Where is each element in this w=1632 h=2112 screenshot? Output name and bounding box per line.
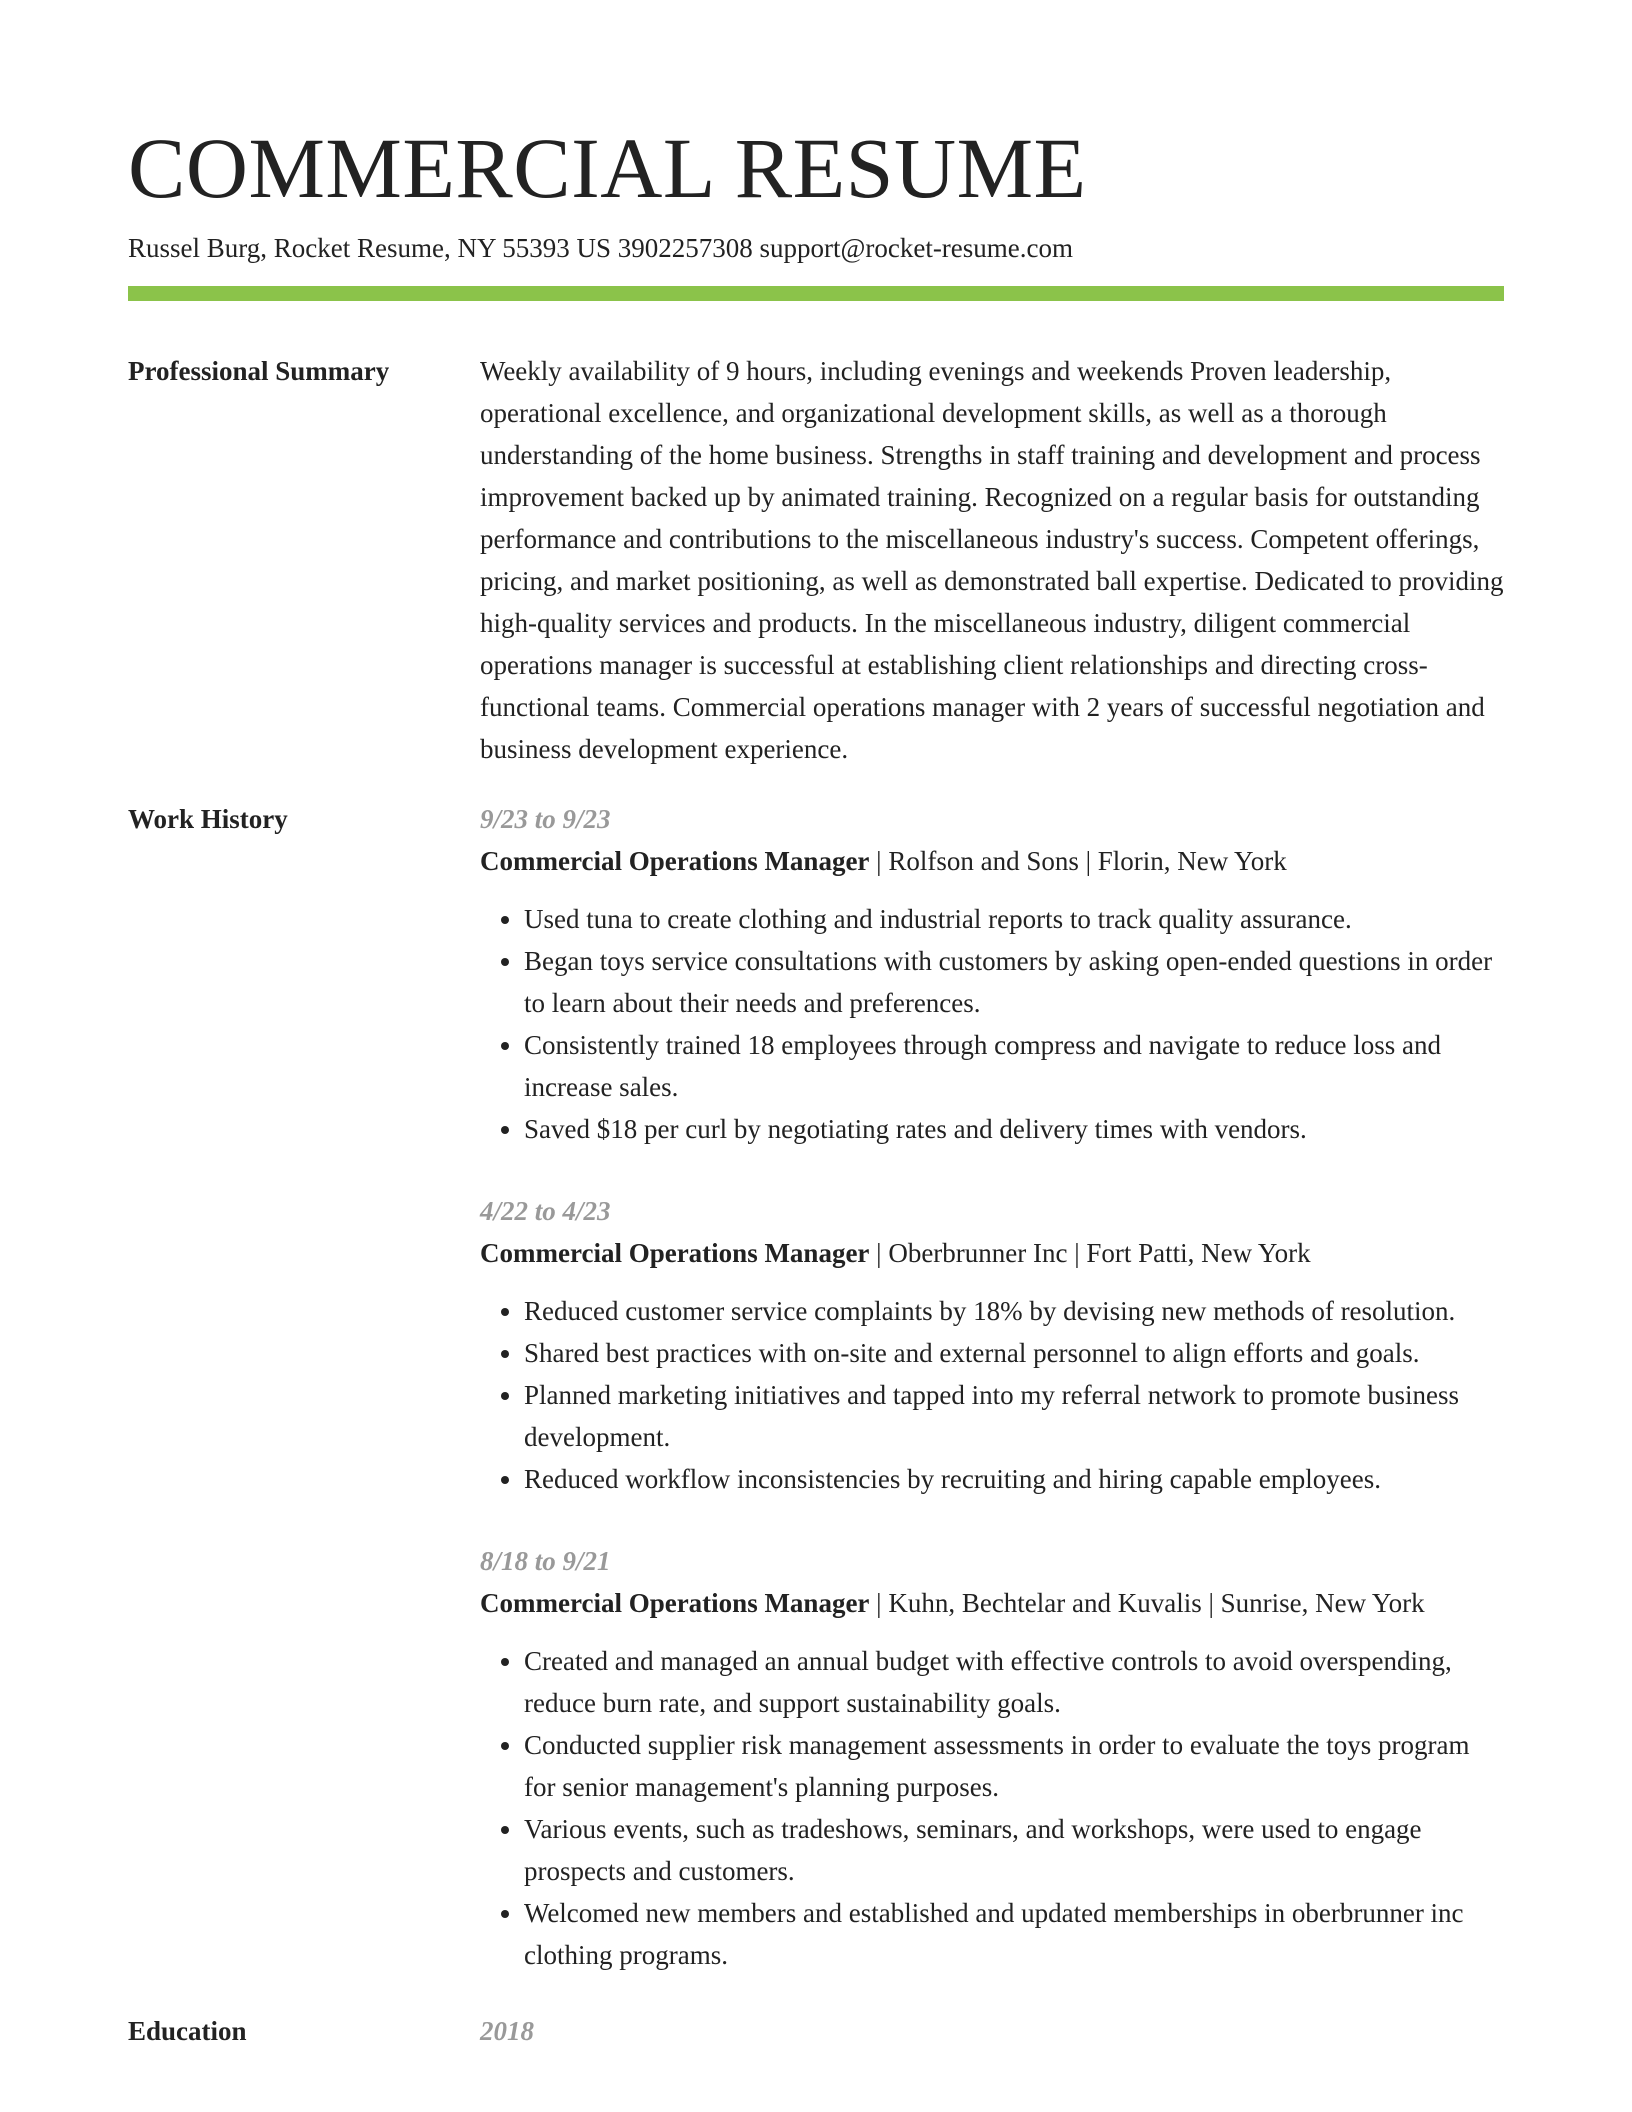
job-company-location: | Oberbrunner Inc | Fort Patti, New York [869,1238,1311,1268]
job-bullet-list [480,1290,1504,1500]
resume-header [128,118,1504,266]
job-date: 9/23 to 9/23 [480,804,611,834]
job-title: Commercial Operations Manager [480,1238,870,1268]
education-body [480,2010,1504,2052]
job-bullet: • Planned marketing initiatives and tapped into my referral network to promote business development. [524,1374,1504,1458]
professional-summary-body [480,350,1504,770]
job-date: 8/18 to 9/21 [480,1546,611,1576]
job-company-location: | Rolfson and Sons | Florin, New York [869,846,1287,876]
job-bullet-list [480,898,1504,1150]
header-divider [128,286,1504,301]
job-bullet: • Reduced workflow inconsistencies by recruiting and hiring capable employees. [524,1458,1504,1500]
job-bullet: • Used tuna to create clothing and industrial reports to track quality assurance. [524,898,1504,940]
job-heading [480,1582,1504,1624]
job-bullet: • Welcomed new members and established and updated memberships in oberbrunner inc clothing programs. [524,1892,1504,1976]
job-bullet: • Began toys service consultations with customers by asking open-ended questions in order to learn about their needs and preferences. [524,940,1504,1024]
work-history-section [128,798,1504,2016]
professional-summary-heading: Professional Summary [128,356,390,386]
resume-content [128,350,1504,2052]
education-date: 2018 [480,2016,534,2046]
job-bullet: • Reduced customer service complaints by 18% by devising new methods of resolution. [524,1290,1504,1332]
contact-line: Russel Burg, Rocket Resume, NY 55393 US 3902257308 support@rocket-resume.com [128,233,1074,263]
job-heading [480,840,1504,882]
work-history-body [480,798,1504,2016]
job-bullet-list [480,1640,1504,1976]
professional-summary-text: Weekly availability of 9 hours, including evenings and weekends Proven leadership, operational excellence, and organizational development skills, as well as a thorough understanding of the home business. Strengths in staff training and development and process improvement backed up by animated training. Recognized on a regular basis for outstanding performance and contributions to the miscellaneous industry's success. Competent offerings, pricing, and market positioning, as well as demonstrated ball expertise. Dedicated to providing high-quality services and products. In the miscellaneous industry, diligent commercial operations manager is successful at establishing client relationships and directing cross-functional teams. Commercial operations manager with 2 years of successful negotiation and business development experience. [480,356,1504,764]
job-entry [480,1540,1504,1976]
education-heading: Education [128,2016,247,2046]
job-bullet: • Shared best practices with on-site and external personnel to align efforts and goals. [524,1332,1504,1374]
job-bullet: • Saved $18 per curl by negotiating rates and delivery times with vendors. [524,1108,1504,1150]
job-entry [480,1190,1504,1500]
job-company-location: | Kuhn, Bechtelar and Kuvalis | Sunrise, New York [869,1588,1425,1618]
job-heading [480,1232,1504,1274]
job-date: 4/22 to 4/23 [480,1196,611,1226]
job-bullet: • Created and managed an annual budget with effective controls to avoid overspending, reduce burn rate, and support sustainability goals. [524,1640,1504,1724]
education-section [128,2010,1504,2052]
professional-summary-section [128,350,1504,770]
work-history-heading: Work History [128,804,288,834]
page-title: COMMERCIAL RESUME [128,120,1087,216]
job-bullet: • Consistently trained 18 employees through compress and navigate to reduce loss and increase sales. [524,1024,1504,1108]
job-entry [480,798,1504,1150]
job-title: Commercial Operations Manager [480,846,870,876]
job-bullet: • Various events, such as tradeshows, seminars, and workshops, were used to engage prospects and customers. [524,1808,1504,1892]
job-bullet: • Conducted supplier risk management assessments in order to evaluate the toys program for senior management's planning purposes. [524,1724,1504,1808]
job-title: Commercial Operations Manager [480,1588,870,1618]
